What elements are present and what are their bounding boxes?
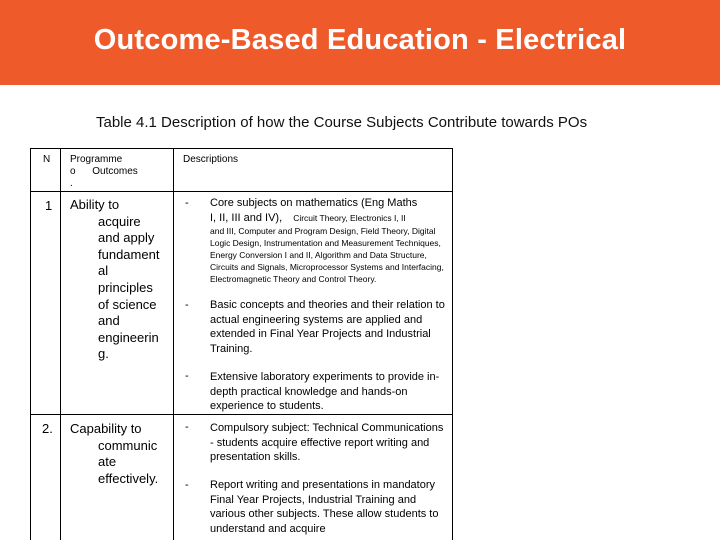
- description-basic-concepts: Basic concepts and theories and their relation to actual engineering systems are applied and extended in Final Year Projects and Industrial Training.: [210, 299, 445, 355]
- po-line: of science: [98, 296, 157, 312]
- bullet-dash: -: [185, 370, 189, 382]
- core-subjects-list: and III, Computer and Program Design, Field Theory, Digital Logic Design, Instrumentation and Measurement Techniques, Energy Conversion I and II, Algorithm and Data Structure, Circuits and Signals, Microprocessor Systems and Interfacing, Electromagnetic Theory and Control Theory.: [210, 226, 444, 284]
- header-programme-line2: o Outcomes: [70, 166, 138, 177]
- description-core-subjects: [210, 196, 450, 285]
- bullet-dash: -: [185, 421, 189, 433]
- column-divider-po: [173, 148, 174, 540]
- po-line: effectively.: [98, 470, 159, 486]
- po-line: engineerin: [98, 329, 159, 345]
- header-programme-outcomes: [70, 154, 138, 190]
- row-2-number: 2.: [42, 421, 53, 436]
- po-line: ate: [98, 454, 117, 470]
- core-subjects-line2: [210, 211, 450, 226]
- row-1-programme-outcome: [70, 197, 170, 363]
- header-n: N: [43, 154, 51, 165]
- table-border-left: [30, 148, 31, 540]
- po-line: Capability to: [70, 421, 142, 436]
- po-line: communic: [98, 437, 158, 453]
- po-line: al: [98, 263, 109, 279]
- po-line: and: [98, 313, 120, 329]
- row-1-number: 1: [45, 198, 53, 213]
- description-report-writing: Report writing and presentations in mandatory Final Year Projects, Industrial Training and various other subjects. These allow students to understand and acquire: [210, 479, 439, 535]
- po-line: Ability to: [70, 197, 120, 212]
- table-border-right: [452, 148, 453, 540]
- description-laboratory: Extensive laboratory experiments to provide in-depth practical knowledge and hands-on experience to students.: [210, 371, 440, 412]
- slide-title: Outcome-Based Education - Electrical: [93, 24, 627, 56]
- po-table: [30, 148, 453, 540]
- po-line: g.: [98, 346, 109, 362]
- po-line: principles: [98, 279, 153, 295]
- core-subjects-maths: I, II, III and IV),: [210, 211, 283, 224]
- core-subjects-line1: Core subjects on mathematics (Eng Maths: [210, 197, 418, 209]
- po-line: acquire: [98, 213, 141, 229]
- bullet-dash: -: [185, 479, 189, 491]
- table-border-top: [30, 148, 453, 149]
- core-subjects-circuits: Circuit Theory, Electronics I, II: [293, 212, 406, 223]
- table-caption: Table 4.1 Description of how the Course Subjects Contribute towards POs: [96, 114, 588, 131]
- row-2-programme-outcome: [70, 421, 170, 487]
- bullet-dash: -: [185, 299, 189, 311]
- po-line: fundament: [98, 246, 160, 262]
- header-programme-line3: .: [70, 178, 73, 189]
- po-line: and apply: [98, 230, 155, 246]
- header-descriptions: Descriptions: [183, 154, 239, 165]
- header-divider: [30, 191, 453, 192]
- title-banner: [0, 0, 720, 85]
- description-technical-communications: Compulsory subject: Technical Communications - students acquire effective report writing and presentation skills.: [210, 422, 444, 463]
- bullet-dash: -: [185, 197, 189, 209]
- row-divider: [30, 414, 453, 415]
- header-programme-line1: Programme: [70, 154, 123, 165]
- column-divider-n: [60, 148, 61, 540]
